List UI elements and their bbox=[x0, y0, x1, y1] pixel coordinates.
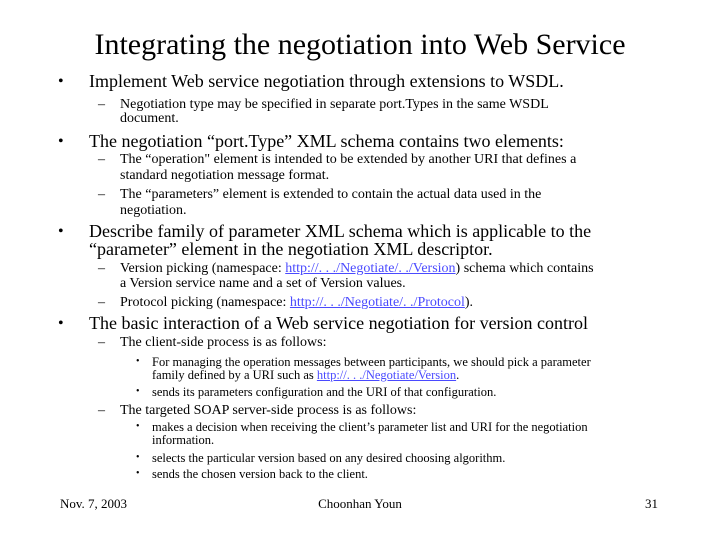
footer-author: Choonhan Youn bbox=[318, 496, 402, 511]
sub-bullet-marker: • bbox=[136, 468, 140, 479]
version-namespace-link[interactable]: http://. . ./Negotiate/. ./Version bbox=[285, 261, 456, 276]
bullet-2-sub-2-line-2: negotiation. bbox=[120, 203, 187, 218]
client-item-1-line-2 bbox=[152, 369, 459, 382]
bullet-3-sub-1-line-1 bbox=[120, 262, 594, 276]
client-item-2: sends its parameters configuration and the URI of that configuration. bbox=[152, 385, 497, 399]
sub-bullet-marker: • bbox=[136, 421, 140, 432]
client-item-1-line-1: For managing the operation messages between participants, we should pick a parameter bbox=[152, 355, 591, 369]
bullet-2-sub-1-line-2: standard negotiation message format. bbox=[120, 168, 330, 183]
bullet-4-text: The basic interaction of a Web service negotiation for version control bbox=[89, 313, 589, 333]
namespace-suffix: ). bbox=[464, 295, 474, 310]
server-item-1-line-1: makes a decision when receiving the client’s parameter list and URI for the negotiation bbox=[152, 420, 588, 434]
sub-bullet-marker: • bbox=[136, 386, 140, 397]
dash-marker: – bbox=[98, 187, 105, 202]
bullet-marker: • bbox=[58, 223, 64, 240]
bullet-2-text: The negotiation “port.Type” XML schema contains two elements: bbox=[89, 131, 564, 151]
bullet-1-sub-1-line-1: Negotiation type may be specified in separate port.Types in the same WSDL bbox=[120, 97, 549, 112]
dash-marker: – bbox=[98, 261, 105, 276]
namespace-prefix: Version picking (namespace: bbox=[120, 261, 286, 276]
uri-prefix: family defined by a URI such as bbox=[152, 368, 317, 382]
client-side-heading: The client-side process is as follows: bbox=[120, 335, 327, 350]
bullet-3-line-1: Describe family of parameter XML schema which is applicable to the bbox=[89, 221, 592, 241]
server-side-heading: The targeted SOAP server-side process is as follows: bbox=[120, 403, 417, 418]
bullet-1-text: Implement Web service negotiation through extensions to WSDL. bbox=[89, 71, 564, 91]
sub-bullet-marker: • bbox=[136, 452, 140, 463]
slide-title: Integrating the negotiation into Web Service bbox=[94, 28, 626, 61]
bullet-2-sub-2-line-1: The “parameters” element is extended to contain the actual data used in the bbox=[120, 187, 542, 202]
server-item-2: selects the particular version based on any desired choosing algorithm. bbox=[152, 451, 506, 465]
bullet-2-sub-1-line-1: The “operation" element is intended to be extended by another URI that defines a bbox=[120, 152, 577, 167]
bullet-marker: • bbox=[58, 315, 64, 332]
bullet-3-line-2: “parameter” element in the negotiation XML descriptor. bbox=[89, 239, 493, 259]
server-item-3: sends the chosen version back to the client. bbox=[152, 467, 368, 481]
version-uri-link[interactable]: http://. . ./Negotiate/Version bbox=[316, 368, 457, 382]
namespace-suffix: ) schema which contains bbox=[455, 261, 594, 276]
bullet-1-sub-1-line-2: document. bbox=[120, 111, 179, 126]
page-number: 31 bbox=[645, 496, 658, 511]
uri-suffix: . bbox=[456, 368, 460, 382]
dash-marker: – bbox=[98, 152, 105, 167]
bullet-3-sub-1-line-2: a Version service name and a set of Version values. bbox=[120, 276, 406, 291]
server-item-1-line-2: information. bbox=[152, 433, 215, 447]
footer-date: Nov. 7, 2003 bbox=[60, 496, 128, 511]
protocol-namespace-link[interactable]: http://. . ./Negotiate/. ./Protocol bbox=[289, 295, 465, 310]
bullet-marker: • bbox=[58, 133, 64, 150]
dash-marker: – bbox=[98, 97, 105, 112]
bullet-3-sub-2-line bbox=[120, 296, 473, 310]
namespace-prefix: Protocol picking (namespace: bbox=[120, 295, 290, 310]
bullet-marker: • bbox=[58, 73, 64, 90]
dash-marker: – bbox=[98, 403, 105, 418]
sub-bullet-marker: • bbox=[136, 356, 140, 367]
dash-marker: – bbox=[98, 295, 105, 310]
dash-marker: – bbox=[98, 335, 105, 350]
